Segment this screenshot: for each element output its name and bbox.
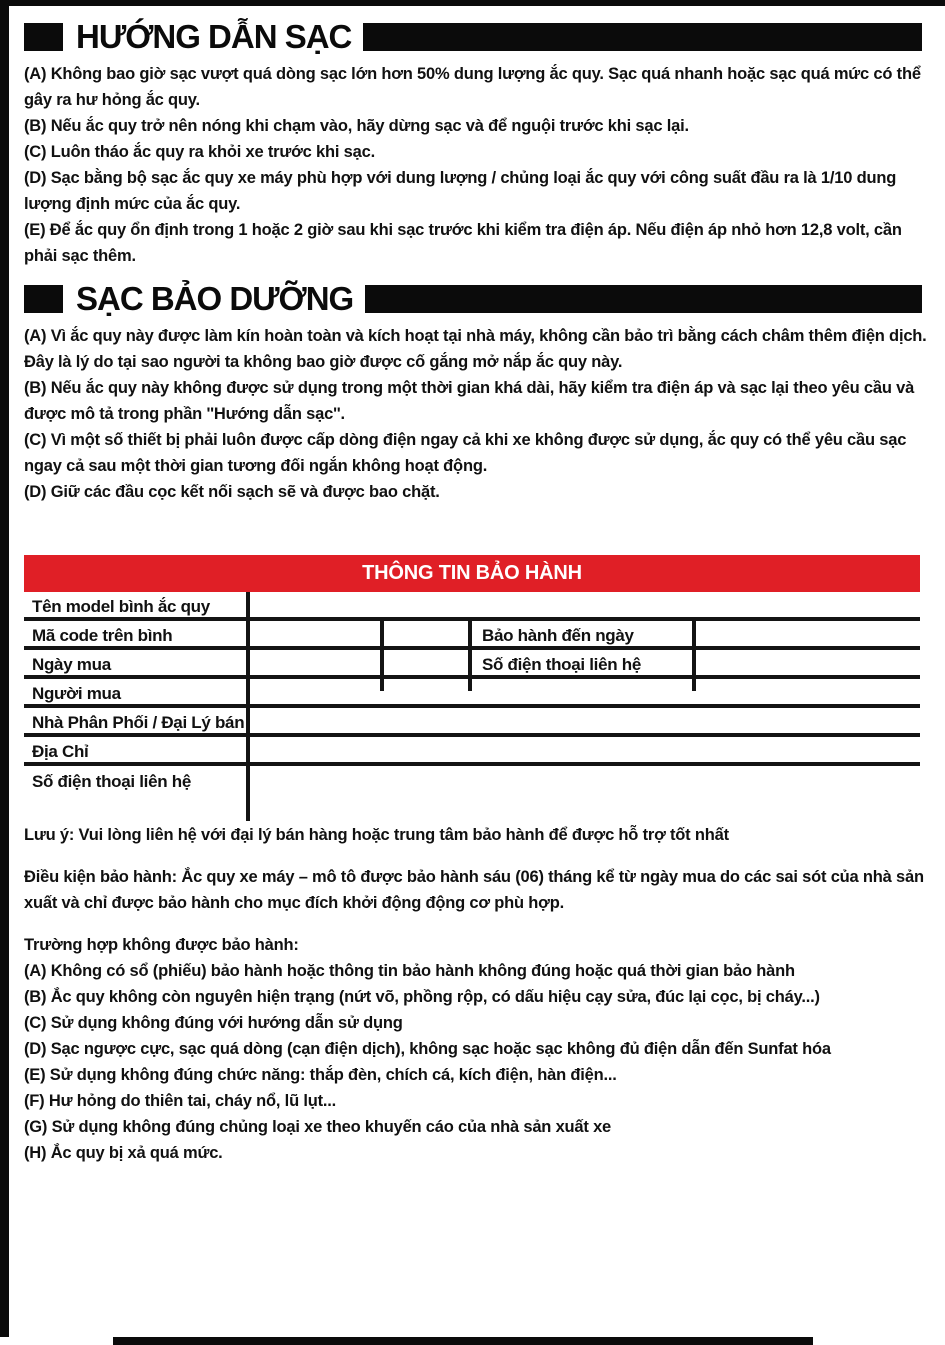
- maintenance-item-d: (D) Giữ các đầu cọc kết nối sạch sẽ và được bao chặt.: [24, 483, 440, 501]
- charging-item-b: (B) Nếu ắc quy trở nên nóng khi chạm vào, hãy dừng sạc và để nguội trước khi sạc lại.: [24, 117, 689, 135]
- exclusions-title: Trường hợp không được bảo hành:: [24, 936, 299, 954]
- black-square-bullet-icon: [24, 23, 63, 51]
- exclusion-item-g: (G) Sử dụng không đúng chủng loại xe theo khuyến cáo của nhà sản xuất xe: [24, 1118, 612, 1136]
- page-content: [24, 6, 930, 1166]
- warranty-table-rows: [24, 592, 920, 797]
- exclusion-item-h: (H) Ắc quy bị xả quá mức.: [24, 1144, 223, 1162]
- row-label: Địa Chỉ: [32, 742, 89, 761]
- row-label-secondary: Bảo hành đến ngày: [482, 626, 634, 645]
- row-label: Số điện thoại liên hệ: [32, 772, 191, 791]
- support-note: Lưu ý: Vui lòng liên hệ với đại lý bán hàng hoặc trung tâm bảo hành để được hỗ trợ tốt nhất: [24, 826, 729, 844]
- maintenance-item-a: (A) Vì ắc quy này được làm kín hoàn toàn và kích hoạt tại nhà máy, không cần bảo trì bằng cách châm thêm điện dịch. Đây là lý do tại sao người ta không bao giờ được cố gắng mở nắp ắc quy này.: [24, 327, 927, 371]
- section-header-charging: [24, 20, 930, 54]
- exclusion-item-f: (F) Hư hỏng do thiên tai, cháy nổ, lũ lụt...: [24, 1092, 337, 1110]
- section-title-charging: HƯỚNG DẪN SẠC: [76, 18, 352, 55]
- table-row-distributor: [24, 708, 920, 737]
- exclusion-item-a: (A) Không có sổ (phiếu) bảo hành hoặc thông tin bảo hành không đúng hoặc quá thời gian bảo hành: [24, 962, 795, 980]
- warranty-conditions: Điều kiện bảo hành: Ắc quy xe máy – mô tô được bảo hành sáu (06) tháng kể từ ngày mua do các sai sót của nhà sản xuất và chỉ được bảo hành cho mục đích khởi động động cơ phù hợp.: [24, 868, 924, 912]
- table-row-buyer: [24, 679, 920, 708]
- table-row-purchase-date: [24, 650, 920, 679]
- row-label: Tên model bình ắc quy: [32, 597, 210, 616]
- section-title-maintenance: SẠC BẢO DƯỠNG: [76, 280, 354, 317]
- exclusion-item-b: (B) Ắc quy không còn nguyên hiện trạng (nứt võ, phồng rộp, có dấu hiệu cạy sửa, đúc lại cọc, bị cháy...): [24, 988, 820, 1006]
- row-label-secondary: Số điện thoại liên hệ: [482, 655, 641, 674]
- row-label: Nhà Phân Phối / Đại Lý bán: [32, 713, 245, 732]
- row-label: Ngày mua: [32, 655, 111, 674]
- charging-instruction-list: [24, 61, 930, 269]
- warranty-info-table: [24, 555, 920, 797]
- section-header-maintenance: [24, 282, 930, 316]
- row-label: Người mua: [32, 684, 121, 703]
- charging-item-d: (D) Sạc bằng bộ sạc ắc quy xe máy phù hợp với dung lượng / chủng loại ắc quy với công suất đầu ra là 1/10 dung lượng định mức của ắc quy.: [24, 169, 897, 213]
- exclusion-item-e: (E) Sử dụng không đúng chức năng: thắp đèn, chích cá, kích điện, hàn điện...: [24, 1066, 617, 1084]
- warranty-table-title: THÔNG TIN BẢO HÀNH: [24, 555, 920, 592]
- black-square-bullet-icon: [24, 285, 63, 313]
- exclusion-item-c: (C) Sử dụng không đúng với hướng dẫn sử dụng: [24, 1014, 403, 1032]
- table-vertical-divider: [692, 621, 696, 691]
- bottom-black-bar: [113, 1337, 813, 1345]
- table-row-code: [24, 621, 920, 650]
- warranty-exclusions: [24, 932, 930, 1166]
- header-bar-charging: [363, 23, 922, 51]
- table-row-phone: [24, 766, 920, 797]
- maintenance-item-c: (C) Vì một số thiết bị phải luôn được cấp dòng điện ngay cả khi xe không được sử dụng, ắc quy có thể yêu cầu sạc ngay cả sau một thời gian tương đối ngắn không hoạt động.: [24, 431, 907, 475]
- charging-item-a: (A) Không bao giờ sạc vượt quá dòng sạc lớn hơn 50% dung lượng ắc quy. Sạc quá nhanh hoặc sạc quá mức có thể gây ra hư hỏng ắc quy.: [24, 65, 921, 109]
- maintenance-item-b: (B) Nếu ắc quy này không được sử dụng trong một thời gian khá dài, hãy kiểm tra điện áp và sạc lại theo yêu cầu và được mô tả trong phần ''Hướng dẫn sạc''.: [24, 379, 915, 423]
- table-vertical-divider: [468, 621, 472, 691]
- table-vertical-divider: [380, 621, 384, 691]
- header-bar-maintenance: [365, 285, 922, 313]
- charging-item-e: (E) Để ắc quy ổn định trong 1 hoặc 2 giờ sau khi sạc trước khi kiểm tra điện áp. Nếu điện áp nhỏ hơn 12,8 volt, cần phải sạc thêm.: [24, 221, 902, 265]
- table-row-address: [24, 737, 920, 766]
- charging-item-c: (C) Luôn tháo ắc quy ra khỏi xe trước khi sạc.: [24, 143, 375, 161]
- table-row-model: [24, 592, 920, 621]
- page-left-border: [0, 0, 9, 1337]
- table-vertical-divider: [246, 592, 250, 821]
- row-label: Mã code trên bình: [32, 626, 173, 645]
- maintenance-instruction-list: [24, 323, 930, 505]
- exclusion-item-d: (D) Sạc ngược cực, sạc quá dòng (cạn điện dịch), không sạc hoặc sạc không đủ điện dẫn đến Sunfat hóa: [24, 1040, 831, 1058]
